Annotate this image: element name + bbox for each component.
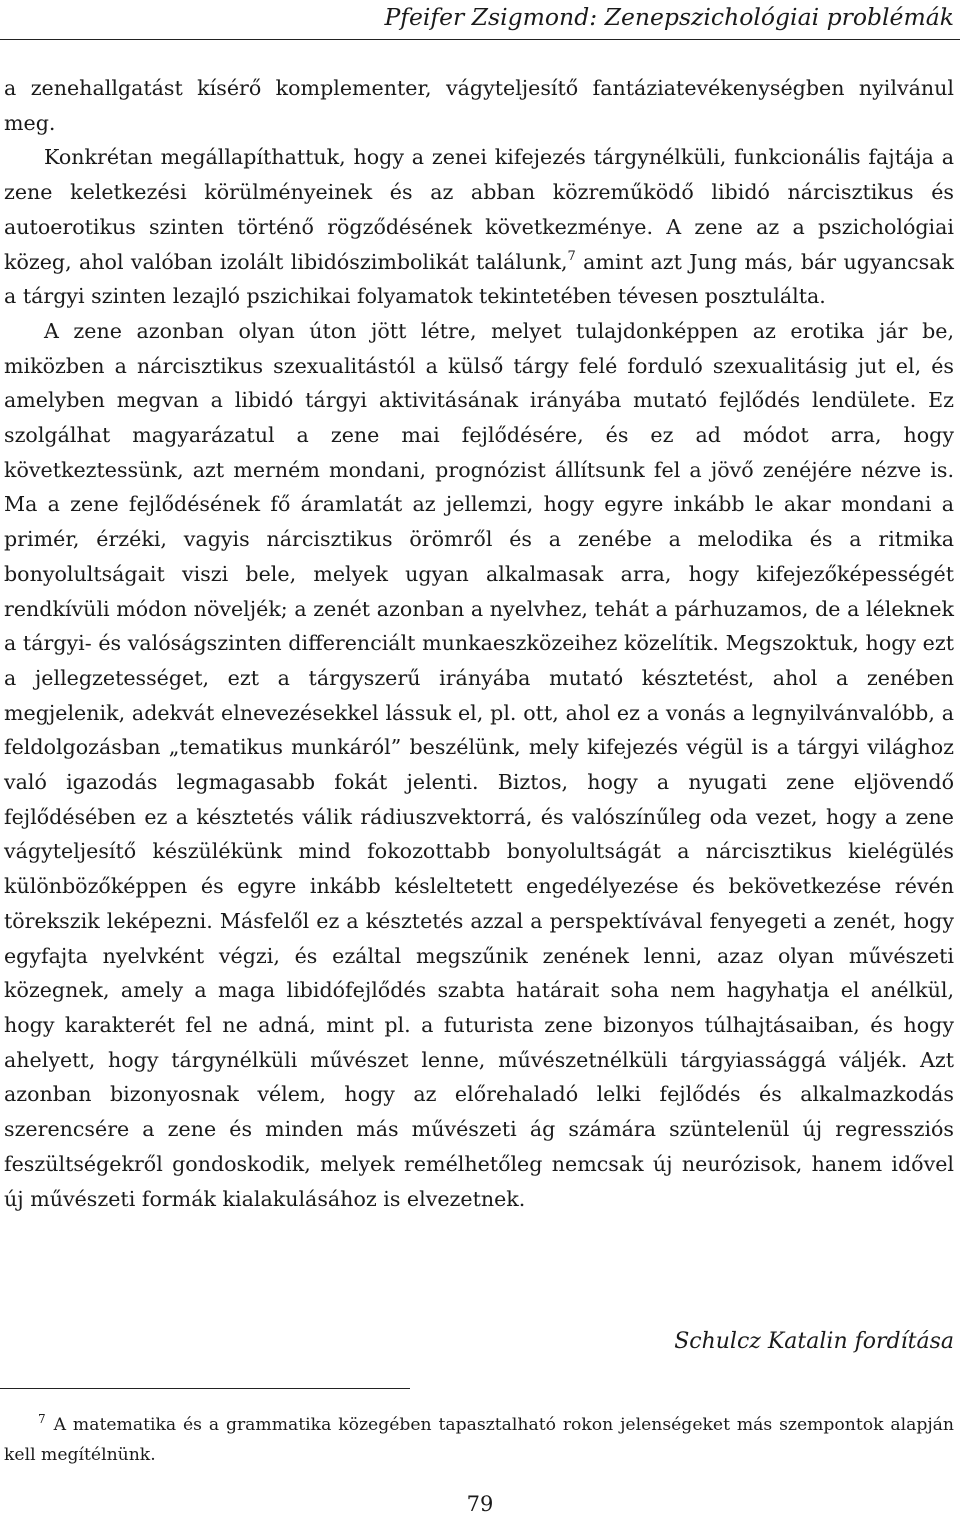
- footnote-reference[interactable]: 7: [567, 248, 576, 264]
- running-head: Pfeifer Zsigmond: Zenepszichológiai problémák: [384, 3, 954, 31]
- paragraph-1: a zenehallgatást kísérő komplementer, vágyteljesítő fantáziatevékenységben nyilvánul meg.: [4, 76, 954, 135]
- footnote-rule: [0, 1388, 410, 1389]
- footnote-text: A matematika és a grammatika közegében tapasztalható rokon jelenségeket más szempontok alapján kell megítélnünk.: [4, 1415, 954, 1465]
- page-number: 79: [466, 1492, 494, 1516]
- footnote: [4, 1410, 954, 1470]
- header-rule: [0, 39, 960, 40]
- paragraph-2-text: Konkrétan megállapíthattuk, hogy a zenei kifejezés tárgynélküli, funkcionális fajtája a zene keletkezési körülményeinek és az abban közreműködő libidó nárcisztikus és autoerotikus szinten történő rögződésének következménye. A zene az a pszichológiai közeg, ahol valóban izolált libidószimbolikát találunk,: [4, 145, 954, 274]
- paragraph-3: A zene azonban olyan úton jött létre, melyet tulajdonképpen az erotika jár be, miközben a nárcisztikus szexualitástól a külső tárgy felé forduló szexualitásig jut el, és amelyben megvan a libidó tárgyi aktivitásának irányába mutató fejlődés lendülete. Ez szolgálhat magyarázatul a zene mai fejlődésére, és ez ad módot arra, hogy következtessünk, azt merném mondani, prognózist állítsunk fel a jövő zenéjére nézve is. Ma a zene fejlődésének fő áramlatát az jellemzi, hogy egyre inkább le akar mondani a primér, érzéki, vagyis nárcisztikus örömről és a zenébe a melodika és a ritmika bonyolultságait viszi bele, melyek ugyan alkalmasak arra, hogy kifejezőképességét rendkívüli módon növeljék; a zenét azonban a nyelvhez, tehát a párhuzamos, de a léleknek a tárgyi- és valóságszinten differenciált munkaeszközeihez közelítik. Megszoktuk, hogy ezt a jellegzetességet, ezt a tárgyszerű irányába mutató késztetést, ahol a zenében megjelenik, adekvát elnevezésekkel lássuk el, pl. ott, ahol ez a vonás a legnyilvánvalóbb, a feldolgozásban „tematikus munkáról” beszélünk, mely kifejezés végül is a tárgyi világhoz való igazodás legmagasabb fokát jelenti. Biztos, hogy a nyugati zene eljövendő fejlődésében ez a késztetés válik rádiuszvektorrá, és valószínűleg oda vezet, hogy a zene vágyteljesítő készülékünk mind fokozottabb bonyolultságát a nárcisztikus kielégülés különbözőképpen és egyre inkább késleltetett engedélyezése és bekövetkezése révén törekszik leképezni. Másfelől ez a késztetés azzal a perspektívával fenyegeti a zenét, hogy egyfajta nyelvként végzi, és ezáltal megszűnik zenének lenni, azaz olyan művészeti közegnek, amely a maga libidófejlődés szabta határait soha nem hagyhatja el anélkül, hogy karakterét fel ne adná, mint pl. a futurista zene bizonyos túlhajtásaiban, és hogy ahelyett, hogy tárgynélküli művészet lenne, művészetnélküli tárgyiassággá váljék. Azt azonban bizonyosnak vélem, hogy az előrehaladó lelki fejlődés és alkalmazkodás szerencsére a zene és minden más művészeti ág számára szüntelenül új regressziós feszültségekről gondoskodik, melyek remélhetőleg nemcsak új neurózisok, hanem idővel új művészeti formák kialakulásához is elvezetnek.: [4, 318, 954, 1211]
- paragraph-2-text-continued: amint azt Jung más, bár ugyancsak a tárgyi szinten lezajló pszichikai folyamatok tekintetében tévesen posztulálta.: [4, 249, 954, 309]
- main-text: [4, 71, 954, 1216]
- footnote-mark: 7: [38, 1412, 46, 1426]
- translator-credit: Schulcz Katalin fordítása: [674, 1329, 954, 1354]
- paragraph-2: [4, 140, 954, 314]
